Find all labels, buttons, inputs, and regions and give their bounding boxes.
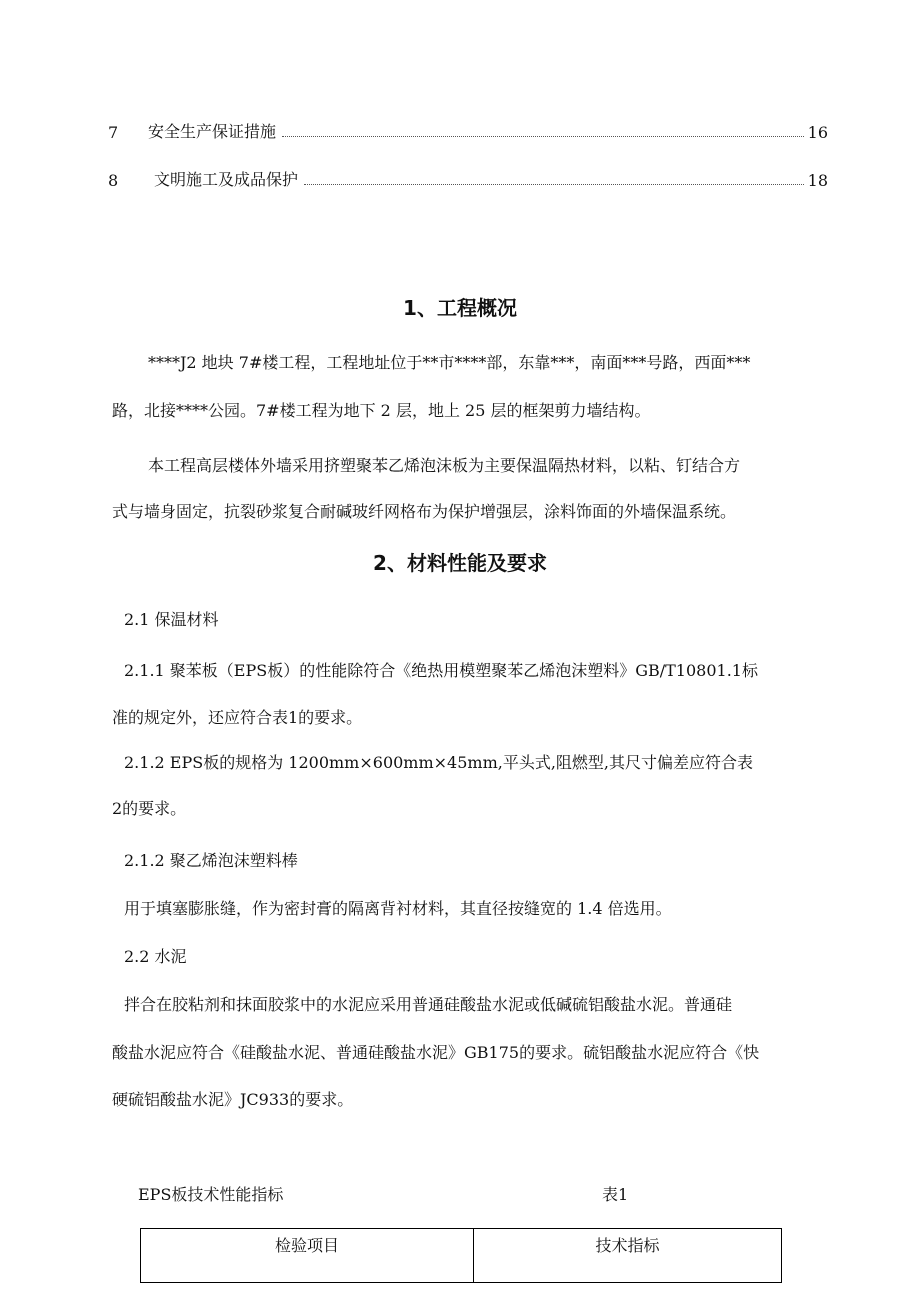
- paragraph-line: 准的规定外，还应符合表1的要求。: [112, 708, 363, 727]
- subsection-title: 2.2 水泥: [124, 947, 187, 966]
- spec-table: [140, 1228, 782, 1283]
- paragraph-line: ****J2 地块 7#楼工程，工程地址位于**市****部，东靠***，南面***号路，西面***: [148, 353, 751, 372]
- toc-title: 安全生产保证措施: [148, 122, 277, 141]
- toc-title: 文明施工及成品保护: [154, 170, 299, 189]
- toc-number: 8: [108, 171, 119, 190]
- toc-page-number: 18: [807, 171, 828, 190]
- subsection-title: 2.1.2 聚乙烯泡沫塑料棒: [124, 851, 298, 870]
- paragraph-line: 2的要求。: [112, 799, 187, 818]
- paragraph-line: 酸盐水泥应符合《硅酸盐水泥、普通硅酸盐水泥》GB175的要求。硫铝酸盐水泥应符合《快: [112, 1043, 760, 1062]
- toc-page-number: 16: [807, 123, 828, 142]
- paragraph-line: 式与墙身固定，抗裂砂浆复合耐碱玻纤网格布为保护增强层，涂料饰面的外墙保温系统。: [112, 502, 737, 521]
- paragraph-line: 2.1.1 聚苯板（EPS板）的性能除符合《绝热用模塑聚苯乙烯泡沫塑料》GB/T10801.1标: [124, 661, 758, 680]
- paragraph-line: 拌合在胶粘剂和抹面胶浆中的水泥应采用普通硅酸盐水泥或低碱硫铝酸盐水泥。普通硅: [124, 995, 733, 1014]
- toc-number: 7: [108, 123, 119, 142]
- table-header-cell: 技术指标: [474, 1229, 782, 1283]
- paragraph-line: 硬硫铝酸盐水泥》JC933的要求。: [112, 1090, 354, 1109]
- table-header-cell: 检验项目: [141, 1229, 474, 1283]
- table-label: 表1: [602, 1185, 629, 1204]
- paragraph-line: 2.1.2 EPS板的规格为 1200mm×600mm×45mm,平头式,阻燃型,其尺寸偏差应符合表: [124, 753, 754, 772]
- paragraph-line: 本工程高层楼体外墙采用挤塑聚苯乙烯泡沫板为主要保温隔热材料，以粘、钉结合方: [148, 456, 741, 475]
- section-heading: 2、材料性能及要求: [373, 551, 547, 575]
- toc-leader-dots: [282, 136, 804, 137]
- table-caption: EPS板技术性能指标: [138, 1185, 284, 1204]
- toc-leader-dots: [304, 184, 804, 185]
- paragraph-line: 用于填塞膨胀缝，作为密封膏的隔离背衬材料，其直径按缝宽的 1.4 倍选用。: [124, 899, 672, 918]
- section-heading: 1、工程概况: [403, 296, 517, 320]
- subsection-title: 2.1 保温材料: [124, 610, 219, 629]
- toc-entry[interactable]: [108, 166, 828, 190]
- toc-entry[interactable]: [108, 118, 828, 142]
- table-header-row: [141, 1229, 782, 1283]
- paragraph-line: 路，北接****公园。7#楼工程为地下 2 层，地上 25 层的框架剪力墙结构。: [112, 401, 651, 420]
